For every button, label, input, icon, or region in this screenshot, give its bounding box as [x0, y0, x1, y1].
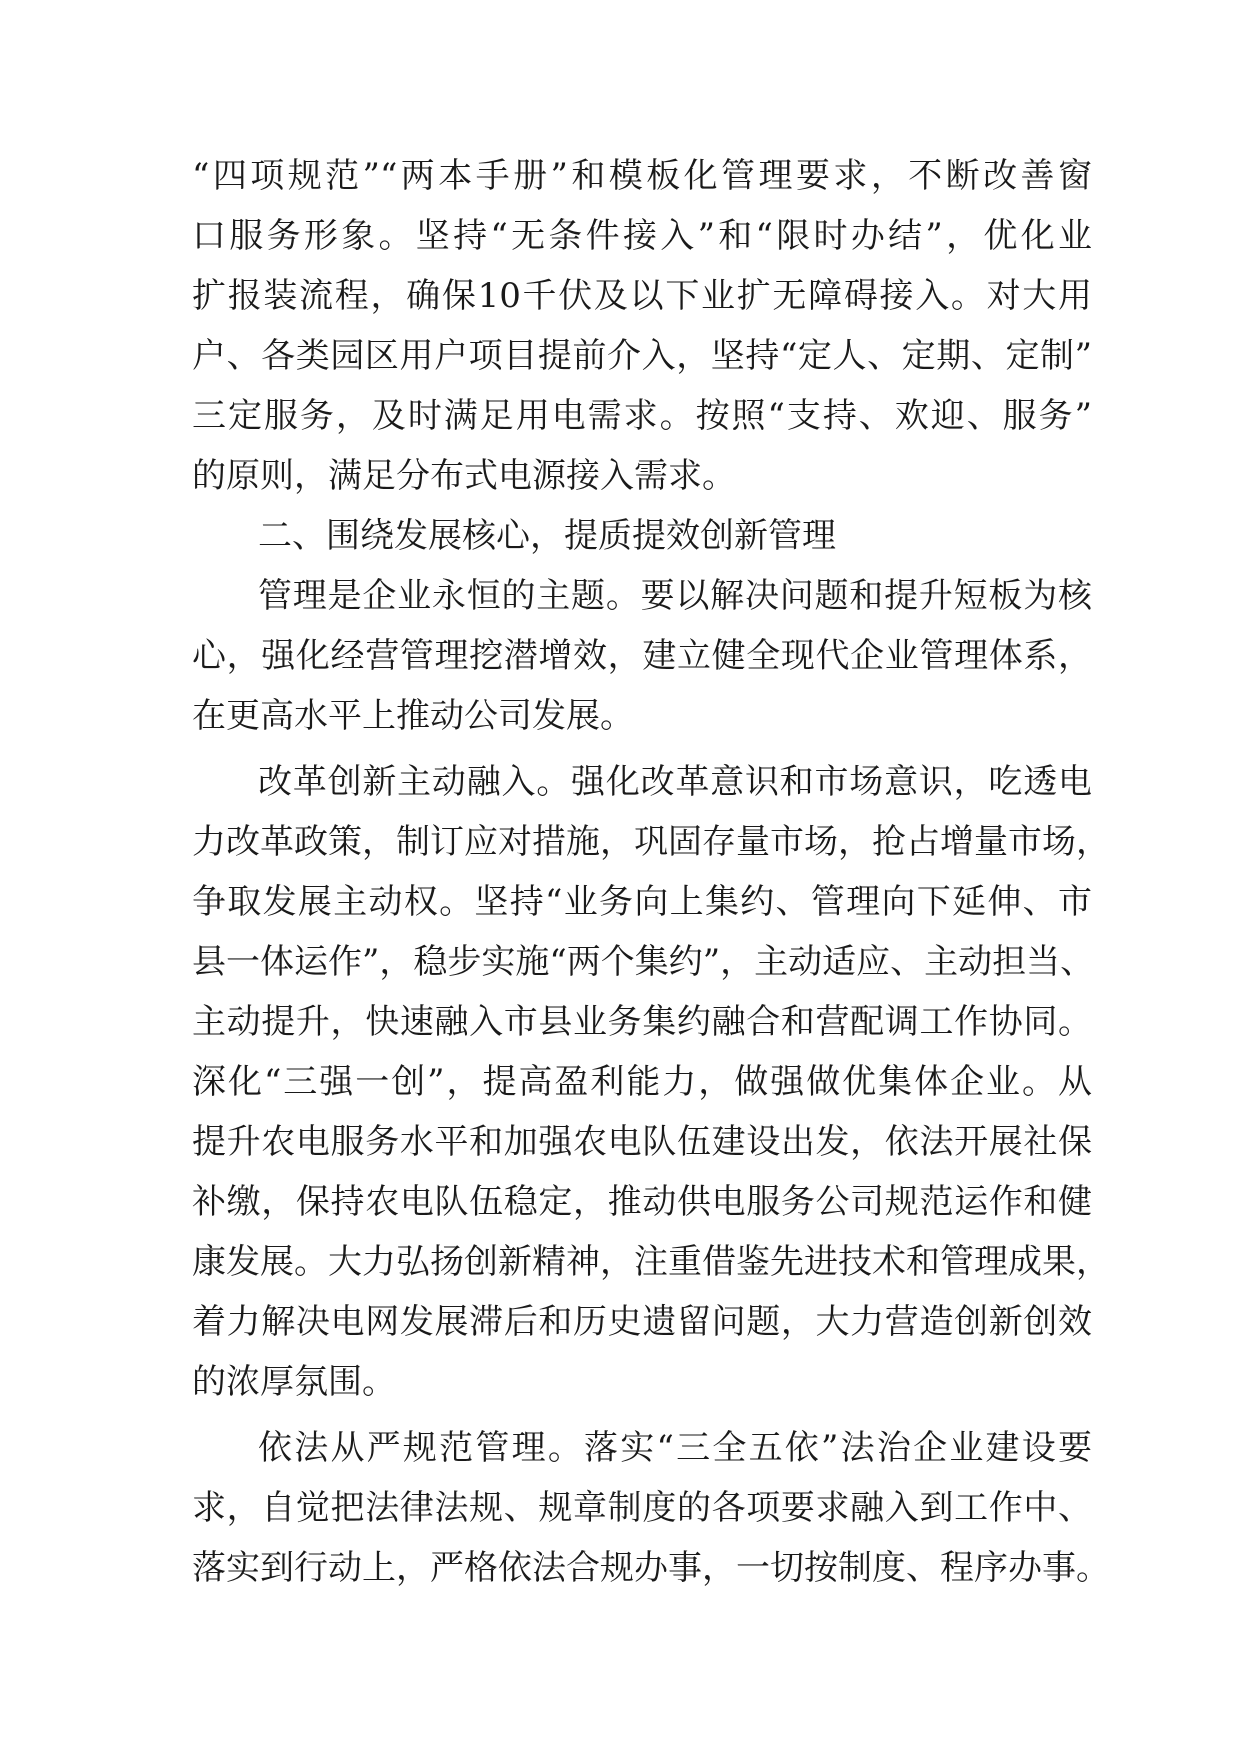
text-line: 康发展。大力弘扬创新精神，注重借鉴先进技术和管理成果， [192, 1242, 1110, 1282]
text-line: 管理是企业永恒的主题。要以解决问题和提升短板为核 [258, 576, 1092, 616]
text-line: 提升农电服务水平和加强农电队伍建设出发，依法开展社保 [192, 1122, 1092, 1162]
text-line: 县一体运作”，稳步实施“两个集约”，主动适应、主动担当、 [192, 942, 1095, 982]
section-heading: 二、围绕发展核心，提质提效创新管理 [258, 516, 836, 556]
text-line: “四项规范”“两本手册”和模板化管理要求，不断改善窗 [192, 156, 1092, 196]
text-line: 扩报装流程，确保10千伏及以下业扩无障碍接入。对大用 [192, 276, 1092, 316]
text-line: 改革创新主动融入。强化改革意识和市场意识，吃透电 [258, 762, 1092, 802]
text-line: 着力解决电网发展滞后和历史遗留问题，大力营造创新创效 [192, 1302, 1092, 1342]
text-line: 落实到行动上，严格依法合规办事，一切按制度、程序办事。 [192, 1548, 1110, 1588]
text-line: 的原则，满足分布式电源接入需求。 [192, 456, 736, 496]
text-line: 力改革政策，制订应对措施，巩固存量市场，抢占增量市场， [192, 822, 1110, 862]
text-line: 心，强化经营管理挖潜增效，建立健全现代企业管理体系， [192, 636, 1092, 676]
text-line: 口服务形象。坚持“无条件接入”和“限时办结”，优化业 [192, 216, 1092, 256]
text-line: 三定服务，及时满足用电需求。按照“支持、欢迎、服务” [192, 396, 1092, 436]
text-line: 主动提升，快速融入市县业务集约融合和营配调工作协同。 [192, 1002, 1092, 1042]
text-line: 在更高水平上推动公司发展。 [192, 696, 634, 736]
text-line: 补缴，保持农电队伍稳定，推动供电服务公司规范运作和健 [192, 1182, 1092, 1222]
text-line: 户、各类园区用户项目提前介入，坚持“定人、定期、定制” [192, 336, 1092, 376]
text-line: 依法从严规范管理。落实“三全五依”法治企业建设要 [258, 1428, 1092, 1468]
text-line: 争取发展主动权。坚持“业务向上集约、管理向下延伸、市 [192, 882, 1092, 922]
text-line: 求，自觉把法律法规、规章制度的各项要求融入到工作中、 [192, 1488, 1092, 1528]
text-line: 的浓厚氛围。 [192, 1362, 396, 1402]
text-line: 深化“三强一创”，提高盈利能力，做强做优集体企业。从 [192, 1062, 1092, 1102]
